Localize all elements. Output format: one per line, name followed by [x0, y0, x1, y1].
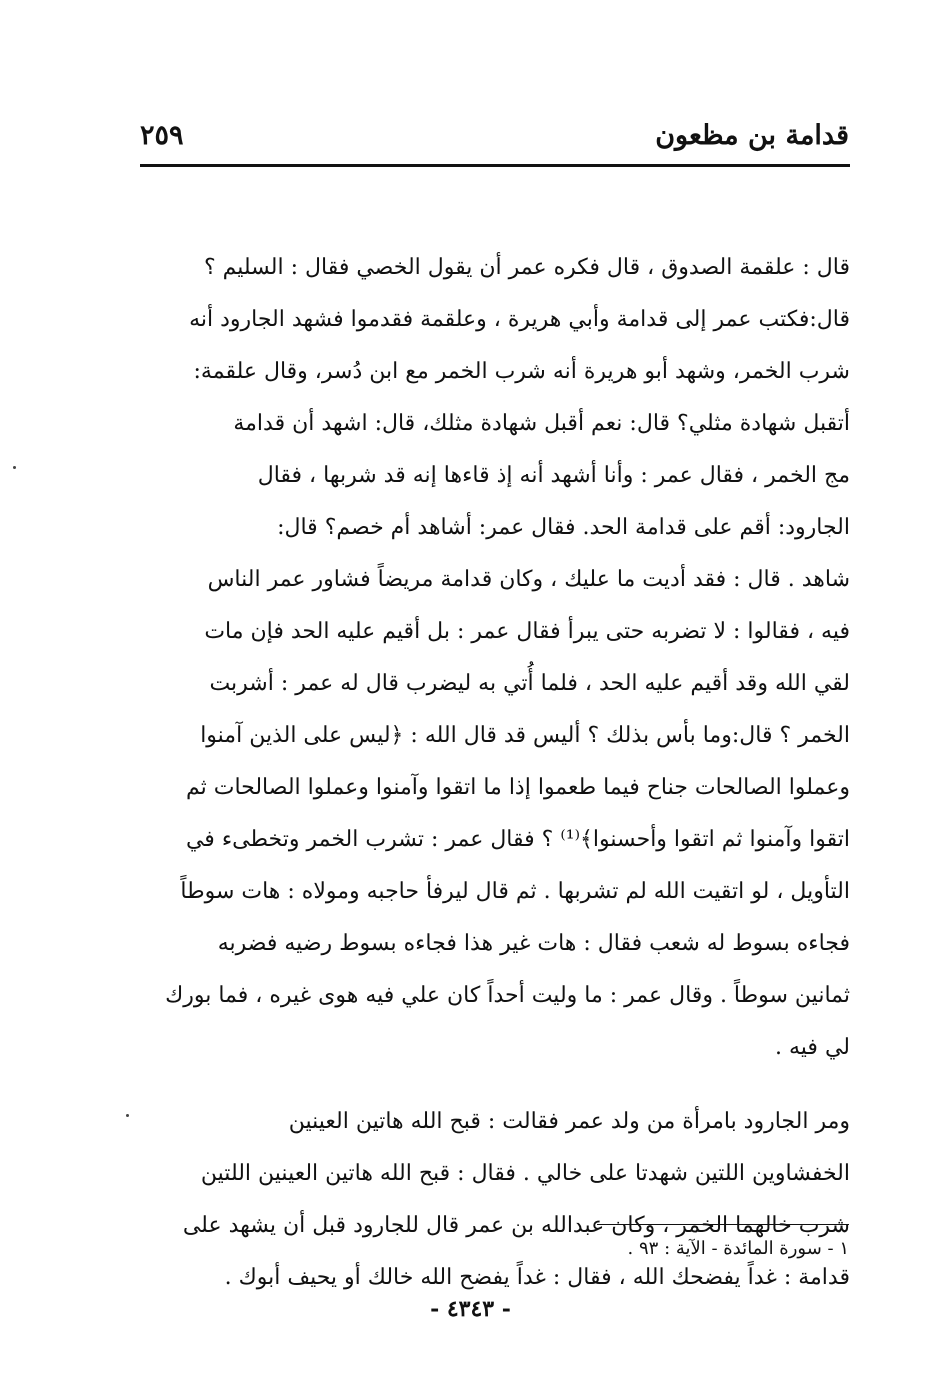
text-line: وعملوا الصالحات جناح فيما طعموا إذا ما اتقوا وآمنوا وعملوا الصالحات ثم — [185, 775, 850, 800]
text-line: ثمانين سوطاً . وقال عمر : ما وليت أحداً كان علي فيه هوى غيره ، فما بورك — [165, 983, 850, 1008]
text-line: اتقوا وآمنوا ثم اتقوا وأحسنوا﴾⁽¹⁾ ؟ فقال عمر : تشرب الخمر وتخطىء في — [185, 827, 850, 852]
text-line: لقي الله وقد أقيم عليه الحد ، فلما أُتي به ليضرب قال له عمر : أشربت — [209, 671, 850, 696]
text-line: ومر الجارود بامرأة من ولد عمر فقالت : قبح الله هاتين العينين — [288, 1109, 850, 1134]
header-rule — [140, 164, 850, 167]
text-line: أتقبل شهادة مثلي؟ قال: نعم أقبل شهادة مثلك، قال: اشهد أن قدامة — [233, 411, 850, 436]
text-line: لي فيه . — [775, 1035, 850, 1060]
margin-dot — [126, 1114, 129, 1117]
page-number-bottom: - ٤٣٤٣ - — [430, 1296, 511, 1322]
running-title: قدامة بن مظعون — [655, 120, 849, 151]
footnote: ١ - سورة المائدة - الآية : ٩٣ . — [627, 1238, 849, 1259]
margin-dot — [13, 466, 16, 469]
text-line: شرب الخمر، وشهد أبو هريرة أنه شرب الخمر مع ابن دُسر، وقال علقمة: — [193, 359, 850, 384]
text-line: الخمر ؟ قال:وما بأس بذلك ؟ أليس قد قال الله : ﴿ليس على الذين آمنوا — [200, 723, 850, 748]
text-line: فجاءه بسوط له شعب فقال : هات غير هذا فجاءه بسوط رضيه فضربه — [217, 931, 850, 956]
text-line: الخفشاوين اللتين شهدتا على خالي . فقال : قبح الله هاتين العينين اللتين — [200, 1161, 850, 1186]
text-line: فيه ، فقالوا : لا تضربه حتى يبرأ فقال عمر : بل أقيم عليه الحد فإن مات — [204, 619, 850, 644]
text-line: قدامة : غداً يفضحك الله ، فقال : غداً يفضح الله خالك أو يحيف أبوك . — [224, 1265, 850, 1290]
text-line: قال:فكتب عمر إلى قدامة وأبي هريرة ، وعلقمة فقدموا فشهد الجارود أنه — [189, 307, 850, 332]
body-text — [140, 244, 850, 1306]
text-line: الجارود: أقم على قدامة الحد. فقال عمر: أشاهد أم خصم؟ قال: — [277, 515, 850, 540]
text-line: شاهد . قال : فقد أديت ما عليك ، وكان قدامة مريضاً فشاور عمر الناس — [207, 567, 850, 592]
text-line: التأويل ، لو اتقيت الله لم تشربها . ثم قال ليرفأ حاجبه ومولاه : هات سوطاً — [180, 879, 850, 904]
page-number-top: ٢٥٩ — [140, 120, 184, 151]
footnote-rule — [597, 1224, 849, 1225]
paragraph-gap — [140, 1076, 850, 1098]
text-line: قال : علقمة الصدوق ، قال فكره عمر أن يقول الخصي فقال : السليم ؟ — [203, 255, 850, 280]
text-line: شرب خالهما الخمر ، وكان عبدالله بن عمر قال للجارود قبل أن يشهد على — [182, 1213, 850, 1238]
text-line: مج الخمر ، فقال عمر : وأنا أشهد أنه إذ قاءها إنه قد شربها ، فقال — [257, 463, 850, 488]
